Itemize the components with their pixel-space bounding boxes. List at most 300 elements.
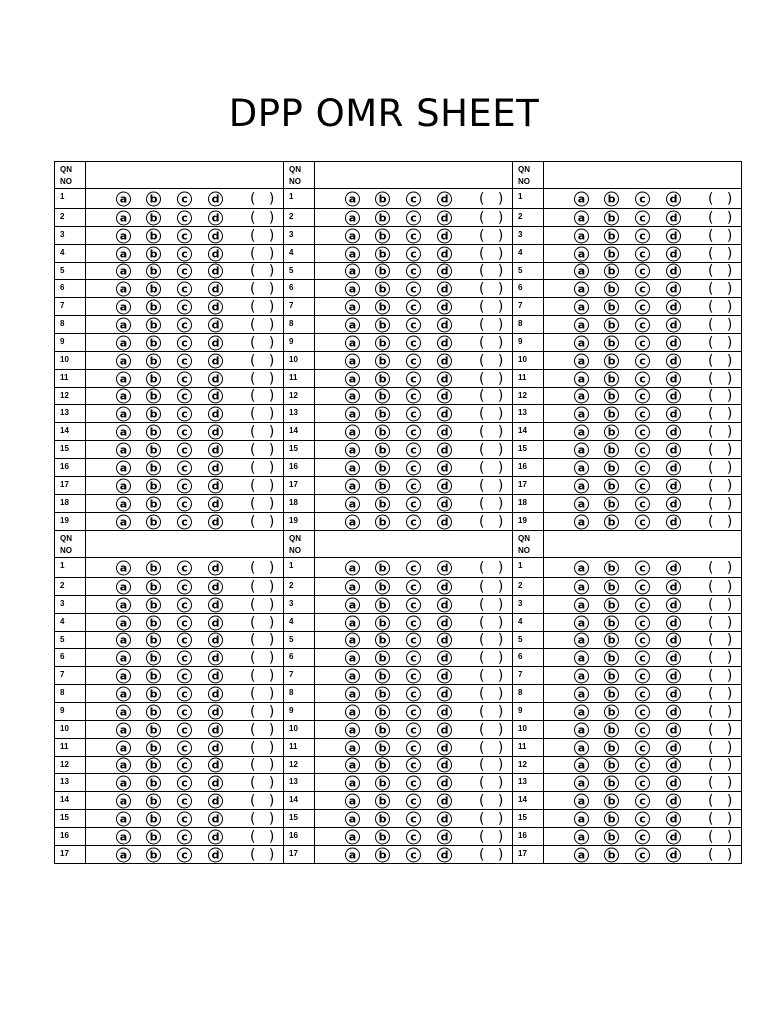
option-bubble-b[interactable]: b (375, 406, 390, 421)
answer-blank[interactable]: ( ) (479, 316, 504, 333)
option-bubble-d[interactable]: d (437, 335, 452, 350)
option-bubble-a[interactable]: a (116, 829, 131, 844)
answer-blank[interactable]: ( ) (708, 559, 733, 576)
option-bubble-c[interactable]: c (177, 317, 192, 332)
answer-blank[interactable]: ( ) (250, 513, 275, 530)
option-bubble-b[interactable]: b (146, 281, 161, 296)
option-bubble-b[interactable]: b (146, 460, 161, 475)
option-bubble-c[interactable]: c (406, 829, 421, 844)
option-bubble-d[interactable]: d (666, 704, 681, 719)
option-bubble-b[interactable]: b (146, 668, 161, 683)
option-bubble-a[interactable]: a (574, 442, 589, 457)
option-bubble-a[interactable]: a (574, 597, 589, 612)
answer-blank[interactable]: ( ) (479, 477, 504, 494)
option-bubble-c[interactable]: c (635, 758, 650, 773)
option-bubble-d[interactable]: d (666, 406, 681, 421)
option-bubble-c[interactable]: c (635, 560, 650, 575)
option-bubble-c[interactable]: c (406, 460, 421, 475)
option-bubble-b[interactable]: b (375, 460, 390, 475)
option-bubble-b[interactable]: b (146, 650, 161, 665)
answer-blank[interactable]: ( ) (708, 649, 733, 666)
option-bubble-b[interactable]: b (604, 579, 619, 594)
option-bubble-d[interactable]: d (437, 514, 452, 529)
option-bubble-d[interactable]: d (437, 424, 452, 439)
option-bubble-d[interactable]: d (437, 758, 452, 773)
option-bubble-b[interactable]: b (146, 686, 161, 701)
answer-blank[interactable]: ( ) (250, 316, 275, 333)
option-bubble-b[interactable]: b (604, 496, 619, 511)
option-bubble-c[interactable]: c (406, 650, 421, 665)
option-bubble-b[interactable]: b (604, 740, 619, 755)
option-bubble-c[interactable]: c (635, 246, 650, 261)
option-bubble-b[interactable]: b (375, 775, 390, 790)
answer-blank[interactable]: ( ) (250, 209, 275, 226)
option-bubble-b[interactable]: b (146, 633, 161, 648)
option-bubble-d[interactable]: d (666, 460, 681, 475)
option-bubble-c[interactable]: c (177, 775, 192, 790)
option-bubble-c[interactable]: c (635, 811, 650, 826)
option-bubble-c[interactable]: c (635, 210, 650, 225)
option-bubble-d[interactable]: d (208, 597, 223, 612)
option-bubble-c[interactable]: c (406, 281, 421, 296)
option-bubble-a[interactable]: a (345, 686, 360, 701)
option-bubble-c[interactable]: c (635, 704, 650, 719)
option-bubble-c[interactable]: c (177, 579, 192, 594)
option-bubble-b[interactable]: b (604, 264, 619, 279)
option-bubble-b[interactable]: b (146, 775, 161, 790)
option-bubble-d[interactable]: d (208, 371, 223, 386)
option-bubble-c[interactable]: c (177, 668, 192, 683)
answer-blank[interactable]: ( ) (708, 757, 733, 773)
option-bubble-b[interactable]: b (375, 228, 390, 243)
option-bubble-d[interactable]: d (437, 281, 452, 296)
answer-blank[interactable]: ( ) (479, 245, 504, 262)
option-bubble-c[interactable]: c (177, 442, 192, 457)
option-bubble-d[interactable]: d (208, 775, 223, 790)
option-bubble-a[interactable]: a (574, 704, 589, 719)
option-bubble-b[interactable]: b (146, 299, 161, 314)
answer-blank[interactable]: ( ) (479, 405, 504, 422)
answer-blank[interactable]: ( ) (708, 846, 733, 863)
option-bubble-d[interactable]: d (666, 722, 681, 737)
option-bubble-b[interactable]: b (375, 722, 390, 737)
option-bubble-d[interactable]: d (437, 775, 452, 790)
option-bubble-a[interactable]: a (345, 758, 360, 773)
option-bubble-a[interactable]: a (116, 299, 131, 314)
option-bubble-b[interactable]: b (375, 281, 390, 296)
option-bubble-a[interactable]: a (345, 579, 360, 594)
answer-blank[interactable]: ( ) (479, 685, 504, 702)
option-bubble-b[interactable]: b (146, 615, 161, 630)
answer-blank[interactable]: ( ) (708, 774, 733, 791)
answer-blank[interactable]: ( ) (479, 227, 504, 244)
option-bubble-c[interactable]: c (177, 246, 192, 261)
answer-blank[interactable]: ( ) (250, 667, 275, 684)
option-bubble-d[interactable]: d (666, 264, 681, 279)
option-bubble-c[interactable]: c (635, 615, 650, 630)
option-bubble-c[interactable]: c (406, 424, 421, 439)
option-bubble-b[interactable]: b (375, 335, 390, 350)
option-bubble-a[interactable]: a (345, 424, 360, 439)
option-bubble-b[interactable]: b (375, 191, 390, 206)
answer-blank[interactable]: ( ) (708, 405, 733, 422)
answer-blank[interactable]: ( ) (479, 739, 504, 756)
option-bubble-c[interactable]: c (406, 299, 421, 314)
option-bubble-a[interactable]: a (116, 514, 131, 529)
option-bubble-c[interactable]: c (406, 847, 421, 862)
answer-blank[interactable]: ( ) (479, 209, 504, 226)
answer-blank[interactable]: ( ) (708, 477, 733, 494)
option-bubble-c[interactable]: c (177, 389, 192, 404)
option-bubble-b[interactable]: b (375, 246, 390, 261)
option-bubble-a[interactable]: a (574, 514, 589, 529)
answer-blank[interactable]: ( ) (250, 703, 275, 720)
option-bubble-c[interactable]: c (177, 335, 192, 350)
option-bubble-c[interactable]: c (177, 811, 192, 826)
option-bubble-d[interactable]: d (208, 191, 223, 206)
option-bubble-a[interactable]: a (345, 317, 360, 332)
answer-blank[interactable]: ( ) (708, 513, 733, 530)
answer-blank[interactable]: ( ) (708, 632, 733, 648)
option-bubble-c[interactable]: c (406, 246, 421, 261)
option-bubble-b[interactable]: b (375, 829, 390, 844)
answer-blank[interactable]: ( ) (479, 649, 504, 666)
option-bubble-a[interactable]: a (116, 460, 131, 475)
option-bubble-b[interactable]: b (604, 704, 619, 719)
option-bubble-c[interactable]: c (177, 299, 192, 314)
answer-blank[interactable]: ( ) (479, 441, 504, 458)
option-bubble-c[interactable]: c (635, 299, 650, 314)
option-bubble-d[interactable]: d (666, 191, 681, 206)
option-bubble-c[interactable]: c (635, 460, 650, 475)
option-bubble-a[interactable]: a (345, 460, 360, 475)
option-bubble-a[interactable]: a (116, 264, 131, 279)
option-bubble-d[interactable]: d (666, 740, 681, 755)
option-bubble-a[interactable]: a (345, 264, 360, 279)
option-bubble-b[interactable]: b (146, 389, 161, 404)
option-bubble-d[interactable]: d (208, 668, 223, 683)
answer-blank[interactable]: ( ) (479, 559, 504, 576)
option-bubble-c[interactable]: c (635, 478, 650, 493)
option-bubble-a[interactable]: a (116, 650, 131, 665)
answer-blank[interactable]: ( ) (250, 757, 275, 773)
option-bubble-a[interactable]: a (116, 775, 131, 790)
option-bubble-c[interactable]: c (635, 424, 650, 439)
option-bubble-a[interactable]: a (116, 478, 131, 493)
option-bubble-d[interactable]: d (208, 335, 223, 350)
option-bubble-d[interactable]: d (208, 353, 223, 368)
option-bubble-c[interactable]: c (177, 478, 192, 493)
option-bubble-d[interactable]: d (666, 442, 681, 457)
answer-blank[interactable]: ( ) (250, 441, 275, 458)
answer-blank[interactable]: ( ) (708, 190, 733, 207)
option-bubble-b[interactable]: b (604, 191, 619, 206)
option-bubble-a[interactable]: a (345, 514, 360, 529)
option-bubble-d[interactable]: d (437, 847, 452, 862)
option-bubble-a[interactable]: a (345, 389, 360, 404)
option-bubble-a[interactable]: a (574, 847, 589, 862)
option-bubble-d[interactable]: d (666, 811, 681, 826)
option-bubble-a[interactable]: a (345, 371, 360, 386)
option-bubble-b[interactable]: b (604, 597, 619, 612)
option-bubble-b[interactable]: b (375, 579, 390, 594)
option-bubble-d[interactable]: d (666, 758, 681, 773)
answer-blank[interactable]: ( ) (250, 388, 275, 404)
option-bubble-d[interactable]: d (666, 210, 681, 225)
answer-blank[interactable]: ( ) (708, 703, 733, 720)
option-bubble-d[interactable]: d (666, 650, 681, 665)
answer-blank[interactable]: ( ) (479, 280, 504, 297)
option-bubble-a[interactable]: a (345, 228, 360, 243)
option-bubble-c[interactable]: c (406, 740, 421, 755)
option-bubble-b[interactable]: b (375, 633, 390, 648)
answer-blank[interactable]: ( ) (708, 596, 733, 613)
answer-blank[interactable]: ( ) (708, 721, 733, 738)
option-bubble-a[interactable]: a (345, 829, 360, 844)
option-bubble-b[interactable]: b (604, 335, 619, 350)
option-bubble-d[interactable]: d (666, 633, 681, 648)
option-bubble-a[interactable]: a (574, 299, 589, 314)
option-bubble-a[interactable]: a (116, 406, 131, 421)
option-bubble-c[interactable]: c (177, 722, 192, 737)
option-bubble-c[interactable]: c (635, 191, 650, 206)
option-bubble-b[interactable]: b (604, 650, 619, 665)
option-bubble-b[interactable]: b (604, 793, 619, 808)
option-bubble-b[interactable]: b (375, 847, 390, 862)
option-bubble-a[interactable]: a (574, 811, 589, 826)
answer-blank[interactable]: ( ) (479, 792, 504, 809)
option-bubble-d[interactable]: d (437, 633, 452, 648)
option-bubble-a[interactable]: a (116, 668, 131, 683)
answer-blank[interactable]: ( ) (479, 667, 504, 684)
option-bubble-c[interactable]: c (406, 210, 421, 225)
option-bubble-d[interactable]: d (208, 650, 223, 665)
option-bubble-a[interactable]: a (574, 389, 589, 404)
option-bubble-b[interactable]: b (604, 406, 619, 421)
option-bubble-d[interactable]: d (208, 424, 223, 439)
answer-blank[interactable]: ( ) (250, 370, 275, 387)
option-bubble-d[interactable]: d (437, 478, 452, 493)
option-bubble-a[interactable]: a (116, 615, 131, 630)
option-bubble-b[interactable]: b (604, 228, 619, 243)
option-bubble-c[interactable]: c (635, 228, 650, 243)
answer-blank[interactable]: ( ) (479, 334, 504, 351)
option-bubble-d[interactable]: d (666, 353, 681, 368)
option-bubble-d[interactable]: d (437, 317, 452, 332)
option-bubble-c[interactable]: c (635, 406, 650, 421)
option-bubble-d[interactable]: d (437, 191, 452, 206)
answer-blank[interactable]: ( ) (250, 280, 275, 297)
option-bubble-d[interactable]: d (208, 811, 223, 826)
answer-blank[interactable]: ( ) (479, 774, 504, 791)
option-bubble-c[interactable]: c (177, 633, 192, 648)
option-bubble-a[interactable]: a (574, 560, 589, 575)
option-bubble-b[interactable]: b (604, 299, 619, 314)
option-bubble-b[interactable]: b (375, 597, 390, 612)
answer-blank[interactable]: ( ) (250, 596, 275, 613)
option-bubble-c[interactable]: c (406, 579, 421, 594)
answer-blank[interactable]: ( ) (250, 810, 275, 827)
option-bubble-a[interactable]: a (116, 496, 131, 511)
answer-blank[interactable]: ( ) (708, 316, 733, 333)
option-bubble-d[interactable]: d (208, 847, 223, 862)
option-bubble-a[interactable]: a (574, 246, 589, 261)
option-bubble-b[interactable]: b (604, 460, 619, 475)
option-bubble-a[interactable]: a (345, 496, 360, 511)
option-bubble-c[interactable]: c (177, 704, 192, 719)
option-bubble-a[interactable]: a (116, 353, 131, 368)
answer-blank[interactable]: ( ) (708, 614, 733, 631)
answer-blank[interactable]: ( ) (479, 721, 504, 738)
option-bubble-c[interactable]: c (406, 704, 421, 719)
answer-blank[interactable]: ( ) (479, 298, 504, 315)
option-bubble-a[interactable]: a (574, 191, 589, 206)
option-bubble-c[interactable]: c (635, 496, 650, 511)
option-bubble-d[interactable]: d (208, 560, 223, 575)
option-bubble-a[interactable]: a (116, 191, 131, 206)
answer-blank[interactable]: ( ) (479, 370, 504, 387)
option-bubble-a[interactable]: a (116, 579, 131, 594)
option-bubble-a[interactable]: a (574, 793, 589, 808)
option-bubble-c[interactable]: c (177, 829, 192, 844)
option-bubble-c[interactable]: c (635, 281, 650, 296)
option-bubble-d[interactable]: d (437, 299, 452, 314)
option-bubble-a[interactable]: a (574, 829, 589, 844)
answer-blank[interactable]: ( ) (250, 559, 275, 576)
answer-blank[interactable]: ( ) (708, 739, 733, 756)
option-bubble-b[interactable]: b (375, 299, 390, 314)
option-bubble-c[interactable]: c (177, 496, 192, 511)
option-bubble-b[interactable]: b (146, 704, 161, 719)
answer-blank[interactable]: ( ) (479, 495, 504, 512)
option-bubble-a[interactable]: a (116, 633, 131, 648)
option-bubble-b[interactable]: b (375, 650, 390, 665)
option-bubble-d[interactable]: d (437, 704, 452, 719)
answer-blank[interactable]: ( ) (250, 721, 275, 738)
option-bubble-b[interactable]: b (604, 758, 619, 773)
answer-blank[interactable]: ( ) (479, 810, 504, 827)
option-bubble-b[interactable]: b (146, 228, 161, 243)
answer-blank[interactable]: ( ) (479, 190, 504, 207)
option-bubble-a[interactable]: a (345, 281, 360, 296)
option-bubble-c[interactable]: c (177, 228, 192, 243)
answer-blank[interactable]: ( ) (708, 810, 733, 827)
option-bubble-c[interactable]: c (635, 847, 650, 862)
option-bubble-b[interactable]: b (604, 686, 619, 701)
option-bubble-b[interactable]: b (375, 686, 390, 701)
option-bubble-a[interactable]: a (345, 210, 360, 225)
answer-blank[interactable]: ( ) (479, 828, 504, 845)
answer-blank[interactable]: ( ) (708, 352, 733, 369)
option-bubble-c[interactable]: c (635, 335, 650, 350)
option-bubble-a[interactable]: a (345, 478, 360, 493)
option-bubble-b[interactable]: b (146, 514, 161, 529)
option-bubble-d[interactable]: d (437, 389, 452, 404)
option-bubble-d[interactable]: d (666, 299, 681, 314)
answer-blank[interactable]: ( ) (250, 352, 275, 369)
option-bubble-a[interactable]: a (116, 389, 131, 404)
option-bubble-b[interactable]: b (604, 281, 619, 296)
option-bubble-a[interactable]: a (574, 371, 589, 386)
option-bubble-d[interactable]: d (437, 246, 452, 261)
option-bubble-b[interactable]: b (604, 246, 619, 261)
option-bubble-c[interactable]: c (406, 442, 421, 457)
option-bubble-a[interactable]: a (345, 775, 360, 790)
option-bubble-c[interactable]: c (177, 597, 192, 612)
option-bubble-c[interactable]: c (406, 228, 421, 243)
option-bubble-d[interactable]: d (437, 829, 452, 844)
option-bubble-d[interactable]: d (437, 597, 452, 612)
option-bubble-d[interactable]: d (666, 560, 681, 575)
answer-blank[interactable]: ( ) (708, 685, 733, 702)
option-bubble-c[interactable]: c (635, 650, 650, 665)
option-bubble-a[interactable]: a (345, 847, 360, 862)
option-bubble-c[interactable]: c (635, 597, 650, 612)
option-bubble-c[interactable]: c (406, 775, 421, 790)
option-bubble-a[interactable]: a (116, 811, 131, 826)
option-bubble-a[interactable]: a (116, 246, 131, 261)
option-bubble-c[interactable]: c (177, 424, 192, 439)
option-bubble-d[interactable]: d (437, 560, 452, 575)
option-bubble-b[interactable]: b (146, 478, 161, 493)
answer-blank[interactable]: ( ) (250, 792, 275, 809)
option-bubble-d[interactable]: d (437, 264, 452, 279)
answer-blank[interactable]: ( ) (708, 280, 733, 297)
option-bubble-d[interactable]: d (208, 264, 223, 279)
option-bubble-a[interactable]: a (116, 424, 131, 439)
option-bubble-b[interactable]: b (604, 210, 619, 225)
answer-blank[interactable]: ( ) (250, 495, 275, 512)
option-bubble-c[interactable]: c (177, 560, 192, 575)
option-bubble-d[interactable]: d (666, 668, 681, 683)
option-bubble-a[interactable]: a (345, 406, 360, 421)
option-bubble-c[interactable]: c (635, 722, 650, 737)
answer-blank[interactable]: ( ) (479, 459, 504, 476)
option-bubble-b[interactable]: b (604, 317, 619, 332)
option-bubble-a[interactable]: a (345, 191, 360, 206)
option-bubble-c[interactable]: c (635, 740, 650, 755)
option-bubble-b[interactable]: b (146, 246, 161, 261)
option-bubble-b[interactable]: b (146, 317, 161, 332)
option-bubble-d[interactable]: d (208, 579, 223, 594)
option-bubble-c[interactable]: c (635, 389, 650, 404)
option-bubble-a[interactable]: a (116, 210, 131, 225)
option-bubble-a[interactable]: a (574, 633, 589, 648)
option-bubble-c[interactable]: c (635, 317, 650, 332)
option-bubble-b[interactable]: b (375, 793, 390, 808)
option-bubble-b[interactable]: b (604, 829, 619, 844)
option-bubble-a[interactable]: a (574, 264, 589, 279)
option-bubble-c[interactable]: c (177, 847, 192, 862)
option-bubble-d[interactable]: d (666, 335, 681, 350)
option-bubble-d[interactable]: d (208, 704, 223, 719)
option-bubble-d[interactable]: d (437, 460, 452, 475)
option-bubble-c[interactable]: c (177, 460, 192, 475)
option-bubble-b[interactable]: b (604, 353, 619, 368)
option-bubble-a[interactable]: a (574, 210, 589, 225)
answer-blank[interactable]: ( ) (708, 423, 733, 440)
option-bubble-c[interactable]: c (635, 686, 650, 701)
option-bubble-c[interactable]: c (406, 597, 421, 612)
answer-blank[interactable]: ( ) (708, 495, 733, 512)
answer-blank[interactable]: ( ) (250, 334, 275, 351)
option-bubble-d[interactable]: d (208, 478, 223, 493)
option-bubble-a[interactable]: a (116, 758, 131, 773)
option-bubble-a[interactable]: a (574, 478, 589, 493)
option-bubble-b[interactable]: b (375, 615, 390, 630)
option-bubble-d[interactable]: d (666, 424, 681, 439)
answer-blank[interactable]: ( ) (708, 828, 733, 845)
